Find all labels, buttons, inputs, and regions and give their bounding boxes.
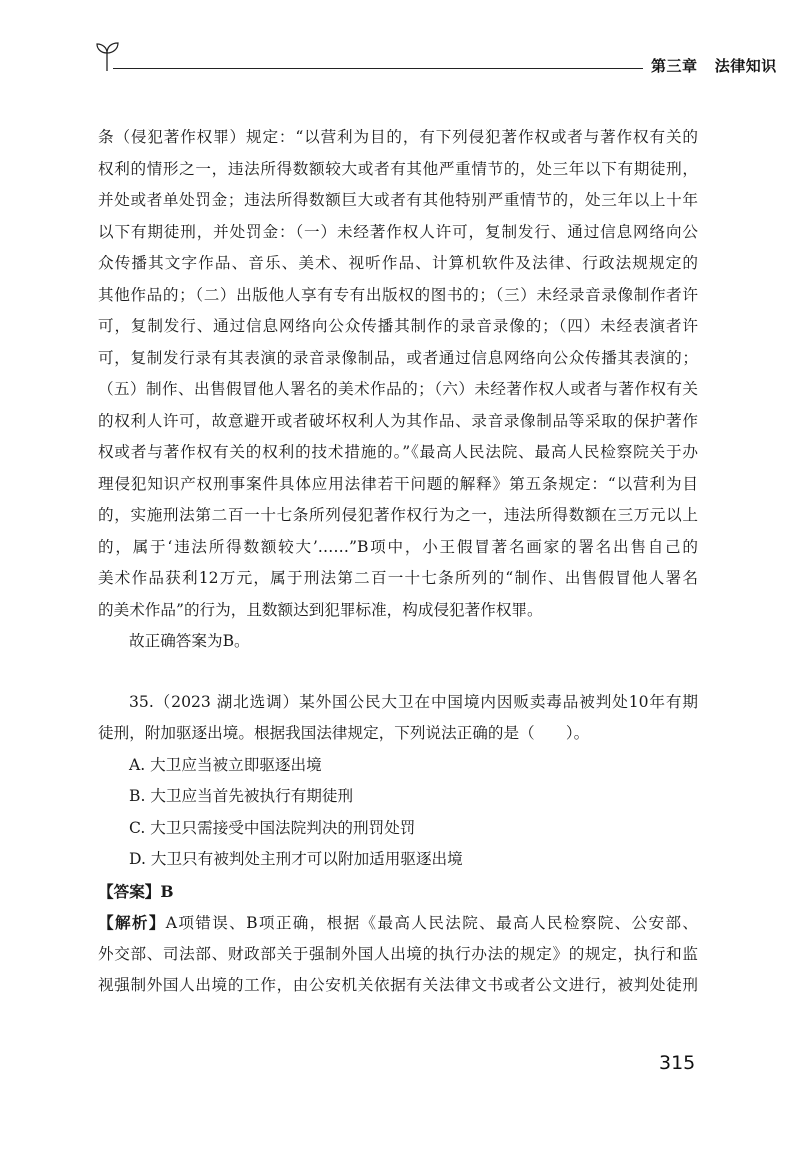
text-line: 权利的情形之一，违法所得数额较大或者有其他严重情节的，处三年以下有期徒刑， [98, 159, 698, 178]
text-line: （五）制作、出售假冒他人署名的美术作品的；（六）未经著作权人或者与著作权有关 [98, 380, 698, 398]
section-gap [98, 658, 698, 687]
text-line: 可，复制发行、通过信息网络向公众传播其制作的录音录像的；（四）未经表演者许 [98, 317, 698, 335]
page-body [98, 122, 698, 1002]
sprout-icon [95, 38, 121, 72]
text-line: 的美术作品”的行为，且数额达到犯罪标准，构成侵犯著作权罪。 [98, 600, 543, 619]
analysis-line: 视强制外国人出境的工作，由公安机关依据有关法律文书或者公文进行，被判处徒刑 [98, 976, 698, 994]
text-line: 权或者与著作权有关的权利的技术措施的。”《最高人民法院、最高人民检察院关于办 [98, 443, 698, 461]
chapter-number: 第三章 [651, 57, 698, 75]
text-line: 以下有期徒刑，并处罚金：（一）未经著作权人许可，复制发行、通过信息网络向公 [98, 222, 698, 241]
text-line: 的，实施刑法第二百一十七条所列侵犯著作权行为之一，违法所得数额在三万元以上 [98, 506, 698, 524]
analysis-label: 【解析】 [98, 913, 166, 932]
text-line: 并处或者单处罚金；违法所得数额巨大或者有其他特别严重情节的，处三年以上十年 [98, 191, 698, 209]
conclusion-line: 故正确答案为B。 [129, 632, 250, 650]
answer-label: 【答案】 [98, 881, 161, 901]
text-line: 条（侵犯著作权罪）规定：“以营利为目的，有下列侵犯著作权或者与著作权有关的 [98, 128, 698, 146]
chapter-title: 法律知识 [714, 57, 777, 75]
text-line: 的权利人许可，故意避开或者破坏权利人为其作品、录音录像制品等采取的保护著作 [98, 411, 698, 430]
header-rule [113, 68, 643, 69]
answer-value: B [160, 881, 174, 901]
text-line: 可，复制发行录有其表演的录音录像制品，或者通过信息网络向公众传播其表演的； [98, 348, 698, 367]
text-line: 的，属于‘违法所得数额较大’……”B项中，小王假冒著名画家的署名出售自己的 [98, 537, 698, 556]
option-a: A. 大卫应当被立即驱逐出境 [129, 755, 322, 774]
text-line: 理侵犯知识产权刑事案件具体应用法律若干问题的解释》第五条规定：“以营利为目 [98, 474, 698, 493]
running-header [95, 38, 777, 78]
answer-line [98, 876, 698, 908]
analysis-text: A项错误、B项正确，根据《最高人民法院、最高人民检察院、公安部、 [165, 914, 698, 932]
question-stem: 35.（2023 湖北选调）某外国公民大卫在中国境内因贩卖毒品被判处10年有期 [129, 692, 698, 711]
analysis-line: 外交部、司法部、财政部关于强制外国人出境的执行办法的规定》的规定，执行和监 [98, 944, 698, 963]
text-line: 其他作品的；（二）出版他人享有专有出版权的图书的；（三）未经录音录像制作者许 [98, 285, 698, 304]
question-stem: 徒刑，附加驱逐出境。根据我国法律规定，下列说法正确的是（ ）。 [98, 724, 590, 742]
option-b: B. 大卫应当首先被执行有期徒刑 [129, 787, 354, 805]
text-line: 美术作品获利12万元，属于刑法第二百一十七条所列的“制作、出售假冒他人署名 [98, 569, 698, 587]
option-c: C. 大卫只需接受中国法院判决的刑罚处罚 [129, 818, 416, 837]
chapter-heading [651, 55, 777, 76]
explanation-paragraph [98, 122, 698, 658]
page-number: 315 [659, 1052, 696, 1074]
text-line: 众传播其文字作品、音乐、美术、视听作品、计算机软件及法律、行政法规规定的 [98, 254, 698, 272]
option-d: D. 大卫只有被判处主刑才可以附加适用驱逐出境 [129, 850, 463, 868]
analysis-line [98, 907, 698, 939]
question-block [98, 687, 698, 1002]
